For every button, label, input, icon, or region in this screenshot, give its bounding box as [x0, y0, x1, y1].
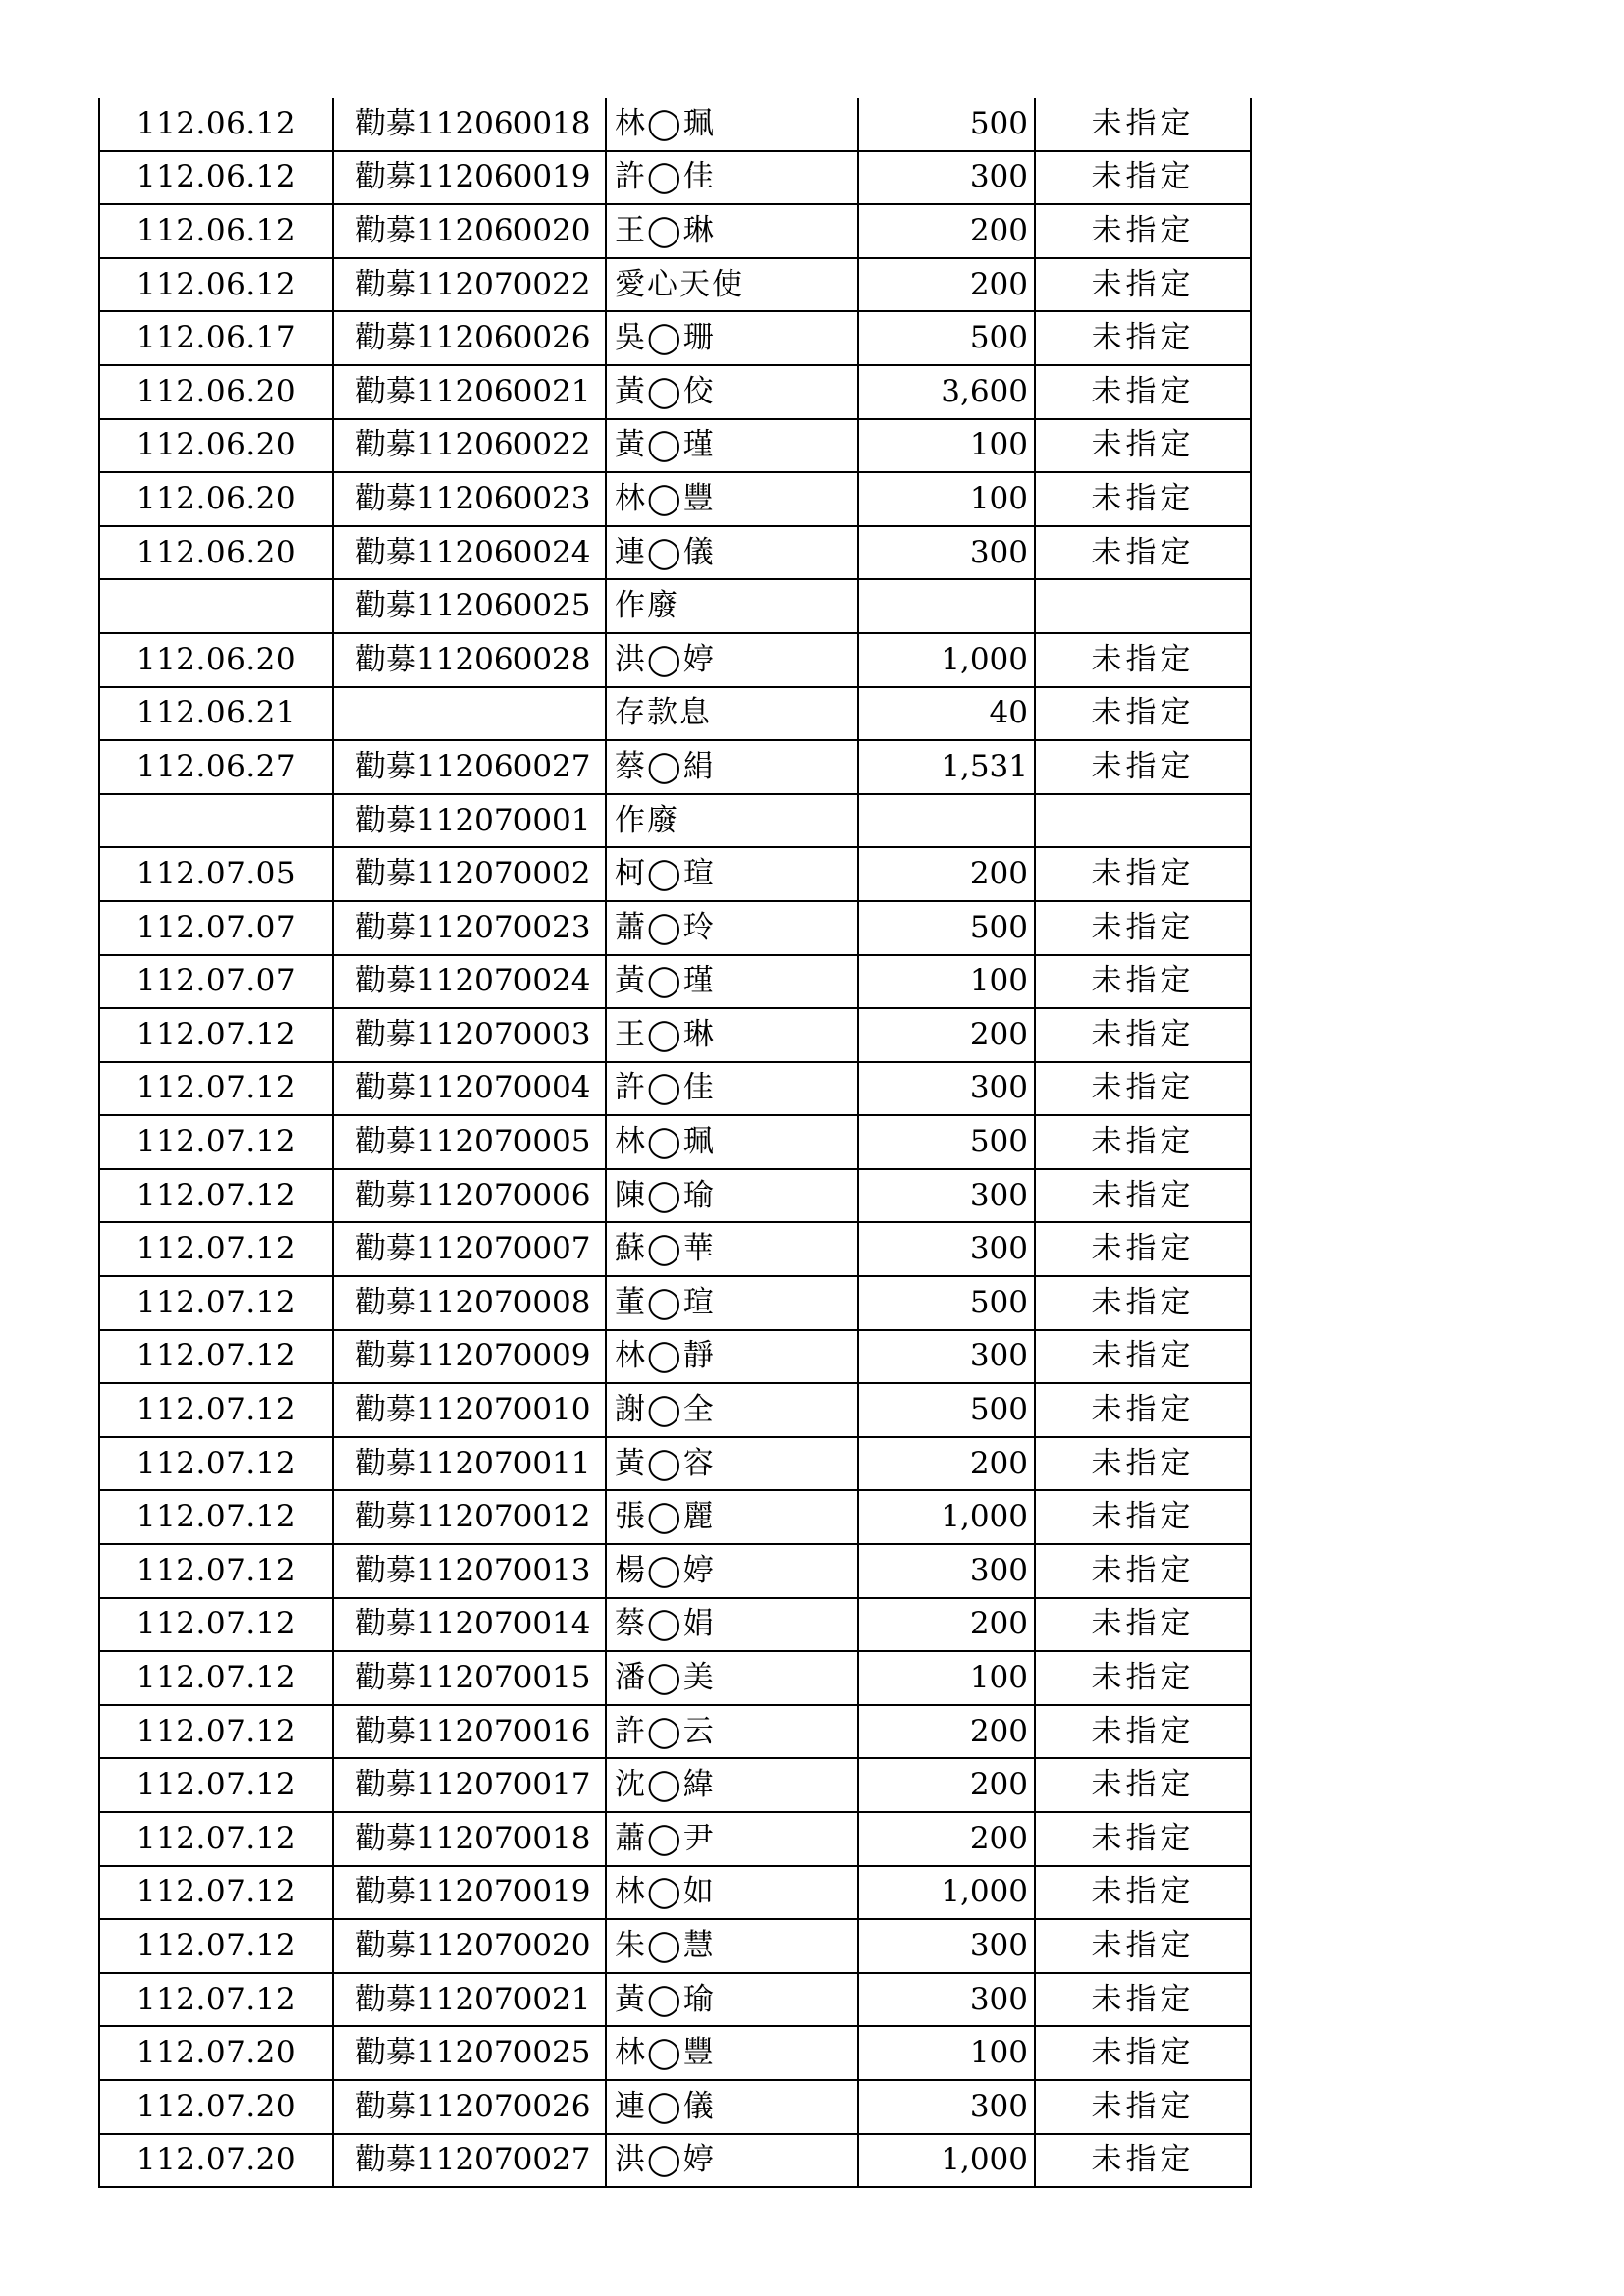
amount-cell: 300 [858, 1973, 1035, 2027]
table-row [99, 311, 1251, 365]
purpose-cell: 未指定 [1035, 955, 1251, 1009]
donor-name-cell: 黃◯容 [606, 1437, 858, 1491]
receipt-number-cell: 勸募112070005 [333, 1115, 606, 1169]
amount-cell: 300 [858, 526, 1035, 580]
donor-name-cell: 蔡◯娟 [606, 1598, 858, 1652]
date-cell: 112.07.07 [99, 955, 333, 1009]
receipt-number-cell: 勸募112070027 [333, 2134, 606, 2188]
receipt-number-cell: 勸募112060026 [333, 311, 606, 365]
purpose-cell: 未指定 [1035, 1062, 1251, 1116]
purpose-cell: 未指定 [1035, 2026, 1251, 2080]
receipt-number-cell: 勸募112070023 [333, 901, 606, 955]
table-row [99, 579, 1251, 633]
purpose-cell: 未指定 [1035, 2134, 1251, 2188]
table-row [99, 1490, 1251, 1544]
table-row [99, 1008, 1251, 1062]
donor-name-cell: 林◯豐 [606, 472, 858, 526]
amount-cell: 100 [858, 472, 1035, 526]
receipt-number-cell: 勸募112070006 [333, 1169, 606, 1223]
date-cell: 112.06.12 [99, 98, 333, 151]
receipt-number-cell: 勸募112070001 [333, 794, 606, 848]
receipt-number-cell: 勸募112070009 [333, 1330, 606, 1384]
amount-cell: 200 [858, 204, 1035, 258]
amount-cell: 300 [858, 2080, 1035, 2134]
purpose-cell [1035, 794, 1251, 848]
table-row [99, 258, 1251, 312]
amount-cell: 300 [858, 1330, 1035, 1384]
amount-cell: 300 [858, 1544, 1035, 1598]
amount-cell: 200 [858, 1705, 1035, 1759]
table-row [99, 740, 1251, 794]
table-row [99, 98, 1251, 151]
receipt-number-cell: 勸募112070021 [333, 1973, 606, 2027]
purpose-cell: 未指定 [1035, 633, 1251, 687]
receipt-number-cell: 勸募112070010 [333, 1383, 606, 1437]
date-cell: 112.07.12 [99, 1490, 333, 1544]
purpose-cell: 未指定 [1035, 1490, 1251, 1544]
amount-cell: 200 [858, 1437, 1035, 1491]
amount-cell: 1,000 [858, 633, 1035, 687]
receipt-number-cell [333, 687, 606, 741]
amount-cell: 200 [858, 1812, 1035, 1866]
receipt-number-cell: 勸募112070025 [333, 2026, 606, 2080]
purpose-cell: 未指定 [1035, 472, 1251, 526]
date-cell: 112.07.12 [99, 1437, 333, 1491]
donor-name-cell: 許◯佳 [606, 1062, 858, 1116]
donor-name-cell: 連◯儀 [606, 526, 858, 580]
receipt-number-cell: 勸募112070024 [333, 955, 606, 1009]
table-row [99, 1758, 1251, 1812]
amount-cell: 500 [858, 1276, 1035, 1330]
date-cell: 112.06.20 [99, 365, 333, 419]
purpose-cell: 未指定 [1035, 258, 1251, 312]
table-row [99, 1330, 1251, 1384]
date-cell: 112.06.20 [99, 472, 333, 526]
date-cell [99, 579, 333, 633]
table-row [99, 1544, 1251, 1598]
table-row [99, 526, 1251, 580]
receipt-number-cell: 勸募112070008 [333, 1276, 606, 1330]
date-cell: 112.07.12 [99, 1866, 333, 1920]
purpose-cell: 未指定 [1035, 740, 1251, 794]
purpose-cell: 未指定 [1035, 311, 1251, 365]
amount-cell: 100 [858, 2026, 1035, 2080]
amount-cell: 500 [858, 98, 1035, 151]
amount-cell: 500 [858, 1383, 1035, 1437]
purpose-cell: 未指定 [1035, 1651, 1251, 1705]
donor-name-cell: 許◯佳 [606, 151, 858, 205]
purpose-cell: 未指定 [1035, 1758, 1251, 1812]
purpose-cell: 未指定 [1035, 1866, 1251, 1920]
amount-cell: 300 [858, 1222, 1035, 1276]
date-cell: 112.07.05 [99, 847, 333, 901]
date-cell: 112.07.12 [99, 1705, 333, 1759]
donor-name-cell: 謝◯全 [606, 1383, 858, 1437]
receipt-number-cell: 勸募112070018 [333, 1812, 606, 1866]
donor-name-cell: 林◯珮 [606, 98, 858, 151]
date-cell: 112.07.12 [99, 1330, 333, 1384]
amount-cell: 100 [858, 955, 1035, 1009]
purpose-cell: 未指定 [1035, 151, 1251, 205]
date-cell: 112.07.20 [99, 2026, 333, 2080]
table-row [99, 1276, 1251, 1330]
receipt-number-cell: 勸募112070003 [333, 1008, 606, 1062]
receipt-number-cell: 勸募112070016 [333, 1705, 606, 1759]
purpose-cell: 未指定 [1035, 1222, 1251, 1276]
purpose-cell: 未指定 [1035, 1115, 1251, 1169]
date-cell: 112.07.12 [99, 1008, 333, 1062]
purpose-cell: 未指定 [1035, 2080, 1251, 2134]
amount-cell: 1,531 [858, 740, 1035, 794]
date-cell: 112.07.12 [99, 1973, 333, 2027]
purpose-cell: 未指定 [1035, 901, 1251, 955]
table-row [99, 1115, 1251, 1169]
amount-cell: 200 [858, 1758, 1035, 1812]
donor-name-cell: 林◯如 [606, 1866, 858, 1920]
purpose-cell: 未指定 [1035, 1812, 1251, 1866]
donor-name-cell: 林◯靜 [606, 1330, 858, 1384]
donor-name-cell: 吳◯珊 [606, 311, 858, 365]
donor-name-cell: 作廢 [606, 794, 858, 848]
purpose-cell: 未指定 [1035, 1973, 1251, 2027]
donor-name-cell: 潘◯美 [606, 1651, 858, 1705]
date-cell: 112.07.12 [99, 1169, 333, 1223]
purpose-cell: 未指定 [1035, 1169, 1251, 1223]
table-row [99, 365, 1251, 419]
receipt-number-cell: 勸募112060024 [333, 526, 606, 580]
purpose-cell: 未指定 [1035, 1383, 1251, 1437]
donor-name-cell: 黃◯瑾 [606, 419, 858, 473]
amount-cell: 100 [858, 419, 1035, 473]
donor-name-cell: 愛心天使 [606, 258, 858, 312]
purpose-cell: 未指定 [1035, 1008, 1251, 1062]
receipt-number-cell: 勸募112070011 [333, 1437, 606, 1491]
amount-cell: 300 [858, 1919, 1035, 1973]
donor-name-cell: 張◯麗 [606, 1490, 858, 1544]
donor-name-cell: 洪◯婷 [606, 633, 858, 687]
donor-name-cell: 陳◯瑜 [606, 1169, 858, 1223]
table-row [99, 1866, 1251, 1920]
amount-cell: 1,000 [858, 2134, 1035, 2188]
date-cell: 112.07.12 [99, 1651, 333, 1705]
donor-name-cell: 黃◯佼 [606, 365, 858, 419]
donor-name-cell: 蕭◯尹 [606, 1812, 858, 1866]
amount-cell [858, 794, 1035, 848]
table-row [99, 633, 1251, 687]
date-cell: 112.07.12 [99, 1919, 333, 1973]
donor-name-cell: 王◯琳 [606, 1008, 858, 1062]
receipt-number-cell: 勸募112070017 [333, 1758, 606, 1812]
table-row [99, 2080, 1251, 2134]
purpose-cell: 未指定 [1035, 1598, 1251, 1652]
amount-cell: 3,600 [858, 365, 1035, 419]
donor-name-cell: 連◯儀 [606, 2080, 858, 2134]
donor-name-cell: 沈◯緯 [606, 1758, 858, 1812]
table-row [99, 151, 1251, 205]
purpose-cell: 未指定 [1035, 1437, 1251, 1491]
ledger-body [99, 98, 1251, 2187]
purpose-cell: 未指定 [1035, 419, 1251, 473]
donation-ledger-table [98, 98, 1252, 2188]
purpose-cell: 未指定 [1035, 526, 1251, 580]
receipt-number-cell: 勸募112070015 [333, 1651, 606, 1705]
donor-name-cell: 王◯琳 [606, 204, 858, 258]
donor-name-cell: 存款息 [606, 687, 858, 741]
table-row [99, 955, 1251, 1009]
table-row [99, 1062, 1251, 1116]
table-row [99, 1598, 1251, 1652]
table-row [99, 1973, 1251, 2027]
table-row [99, 1437, 1251, 1491]
date-cell: 112.06.27 [99, 740, 333, 794]
donor-name-cell: 朱◯慧 [606, 1919, 858, 1973]
donor-name-cell: 洪◯婷 [606, 2134, 858, 2188]
amount-cell [858, 579, 1035, 633]
date-cell: 112.07.12 [99, 1544, 333, 1598]
receipt-number-cell: 勸募112060019 [333, 151, 606, 205]
receipt-number-cell: 勸募112070013 [333, 1544, 606, 1598]
receipt-number-cell: 勸募112060028 [333, 633, 606, 687]
date-cell: 112.06.12 [99, 204, 333, 258]
receipt-number-cell: 勸募112070002 [333, 847, 606, 901]
receipt-number-cell: 勸募112070004 [333, 1062, 606, 1116]
purpose-cell [1035, 579, 1251, 633]
donor-name-cell: 董◯瑄 [606, 1276, 858, 1330]
donor-name-cell: 林◯豐 [606, 2026, 858, 2080]
receipt-number-cell: 勸募112070012 [333, 1490, 606, 1544]
purpose-cell: 未指定 [1035, 847, 1251, 901]
donor-name-cell: 蕭◯玲 [606, 901, 858, 955]
date-cell: 112.06.20 [99, 633, 333, 687]
receipt-number-cell: 勸募112060022 [333, 419, 606, 473]
amount-cell: 40 [858, 687, 1035, 741]
amount-cell: 1,000 [858, 1490, 1035, 1544]
date-cell: 112.07.07 [99, 901, 333, 955]
table-row [99, 204, 1251, 258]
amount-cell: 100 [858, 1651, 1035, 1705]
table-row [99, 1383, 1251, 1437]
table-row [99, 1222, 1251, 1276]
date-cell: 112.06.17 [99, 311, 333, 365]
receipt-number-cell: 勸募112060018 [333, 98, 606, 151]
date-cell: 112.06.12 [99, 151, 333, 205]
date-cell [99, 794, 333, 848]
receipt-number-cell: 勸募112070022 [333, 258, 606, 312]
receipt-number-cell: 勸募112060023 [333, 472, 606, 526]
date-cell: 112.06.12 [99, 258, 333, 312]
table-row [99, 2026, 1251, 2080]
date-cell: 112.06.21 [99, 687, 333, 741]
receipt-number-cell: 勸募112060025 [333, 579, 606, 633]
purpose-cell: 未指定 [1035, 98, 1251, 151]
table-row [99, 1651, 1251, 1705]
amount-cell: 500 [858, 901, 1035, 955]
table-row [99, 794, 1251, 848]
amount-cell: 200 [858, 258, 1035, 312]
receipt-number-cell: 勸募112060020 [333, 204, 606, 258]
amount-cell: 300 [858, 151, 1035, 205]
receipt-number-cell: 勸募112070019 [333, 1866, 606, 1920]
table-row [99, 2134, 1251, 2188]
donor-name-cell: 黃◯瑜 [606, 1973, 858, 2027]
table-row [99, 687, 1251, 741]
amount-cell: 300 [858, 1062, 1035, 1116]
table-row [99, 419, 1251, 473]
table-row [99, 1919, 1251, 1973]
receipt-number-cell: 勸募112070014 [333, 1598, 606, 1652]
purpose-cell: 未指定 [1035, 204, 1251, 258]
date-cell: 112.07.20 [99, 2080, 333, 2134]
donor-name-cell: 蘇◯華 [606, 1222, 858, 1276]
table-row [99, 901, 1251, 955]
purpose-cell: 未指定 [1035, 1544, 1251, 1598]
amount-cell: 200 [858, 1598, 1035, 1652]
date-cell: 112.07.12 [99, 1383, 333, 1437]
table-row [99, 472, 1251, 526]
amount-cell: 300 [858, 1169, 1035, 1223]
receipt-number-cell: 勸募112070007 [333, 1222, 606, 1276]
receipt-number-cell: 勸募112070026 [333, 2080, 606, 2134]
date-cell: 112.07.12 [99, 1276, 333, 1330]
table-row [99, 1705, 1251, 1759]
table-row [99, 847, 1251, 901]
donor-name-cell: 柯◯瑄 [606, 847, 858, 901]
receipt-number-cell: 勸募112060027 [333, 740, 606, 794]
amount-cell: 1,000 [858, 1866, 1035, 1920]
receipt-number-cell: 勸募112060021 [333, 365, 606, 419]
purpose-cell: 未指定 [1035, 1705, 1251, 1759]
donor-name-cell: 黃◯瑾 [606, 955, 858, 1009]
donor-name-cell: 蔡◯絹 [606, 740, 858, 794]
table-row [99, 1812, 1251, 1866]
receipt-number-cell: 勸募112070020 [333, 1919, 606, 1973]
date-cell: 112.07.12 [99, 1062, 333, 1116]
table-row [99, 1169, 1251, 1223]
purpose-cell: 未指定 [1035, 1276, 1251, 1330]
date-cell: 112.07.12 [99, 1758, 333, 1812]
purpose-cell: 未指定 [1035, 1919, 1251, 1973]
date-cell: 112.07.12 [99, 1812, 333, 1866]
date-cell: 112.07.12 [99, 1598, 333, 1652]
date-cell: 112.07.20 [99, 2134, 333, 2188]
amount-cell: 500 [858, 1115, 1035, 1169]
donor-name-cell: 林◯珮 [606, 1115, 858, 1169]
date-cell: 112.06.20 [99, 526, 333, 580]
amount-cell: 200 [858, 1008, 1035, 1062]
purpose-cell: 未指定 [1035, 365, 1251, 419]
donor-name-cell: 楊◯婷 [606, 1544, 858, 1598]
donor-name-cell: 許◯云 [606, 1705, 858, 1759]
purpose-cell: 未指定 [1035, 687, 1251, 741]
donor-name-cell: 作廢 [606, 579, 858, 633]
purpose-cell: 未指定 [1035, 1330, 1251, 1384]
date-cell: 112.06.20 [99, 419, 333, 473]
amount-cell: 500 [858, 311, 1035, 365]
amount-cell: 200 [858, 847, 1035, 901]
date-cell: 112.07.12 [99, 1115, 333, 1169]
date-cell: 112.07.12 [99, 1222, 333, 1276]
